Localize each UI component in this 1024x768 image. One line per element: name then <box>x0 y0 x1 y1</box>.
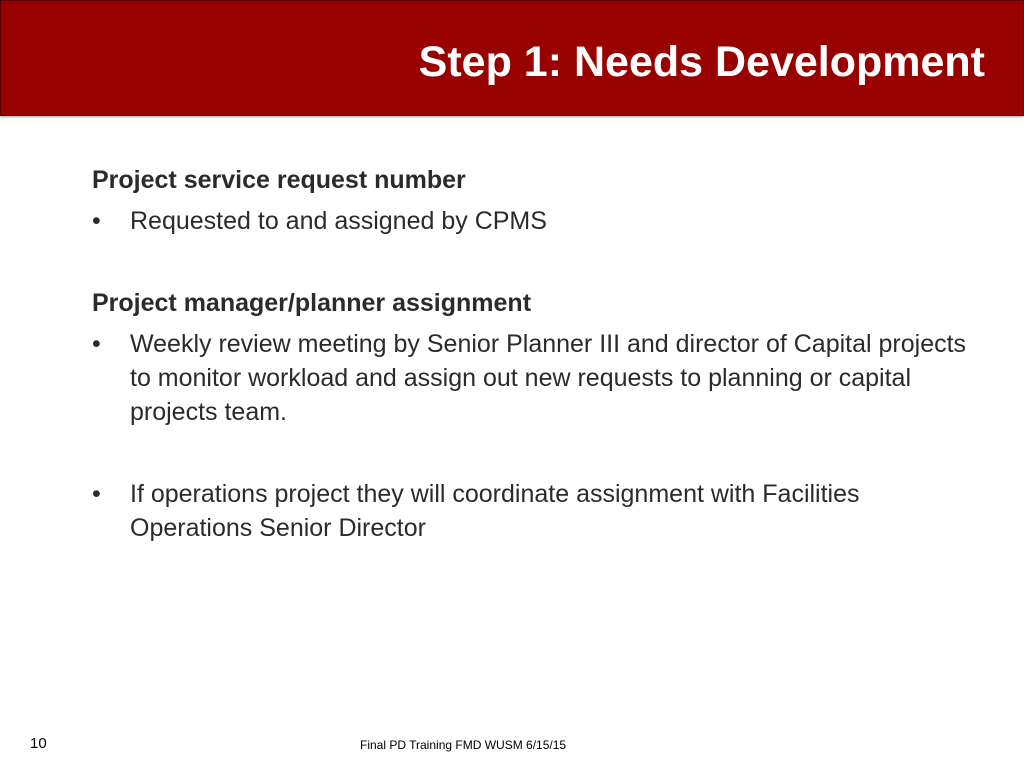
bullet-item <box>92 327 972 429</box>
bullet-item <box>92 204 972 238</box>
bullet-dot-icon: • <box>92 207 101 235</box>
bullet-text: Weekly review meeting by Senior Planner III and director of Capital projects to monitor workload and assign out new requests to planning or capital projects team. <box>130 330 967 426</box>
slide-title: Step 1: Needs Development <box>418 38 985 86</box>
section-heading-manager-assignment: Project manager/planner assignment <box>92 289 532 317</box>
footer-text: Final PD Training FMD WUSM 6/15/15 <box>360 738 567 752</box>
bullet-text: If operations project they will coordinate assignment with Facilities Operations Senior Director <box>130 480 860 542</box>
bullet-dot-icon: • <box>92 480 101 508</box>
bullet-item <box>92 477 972 545</box>
bullet-dot-icon: • <box>92 330 101 358</box>
bullet-text: Requested to and assigned by CPMS <box>130 207 547 235</box>
page-number: 10 <box>30 735 47 752</box>
section-heading-service-request: Project service request number <box>92 166 466 194</box>
title-bar <box>0 0 1024 116</box>
